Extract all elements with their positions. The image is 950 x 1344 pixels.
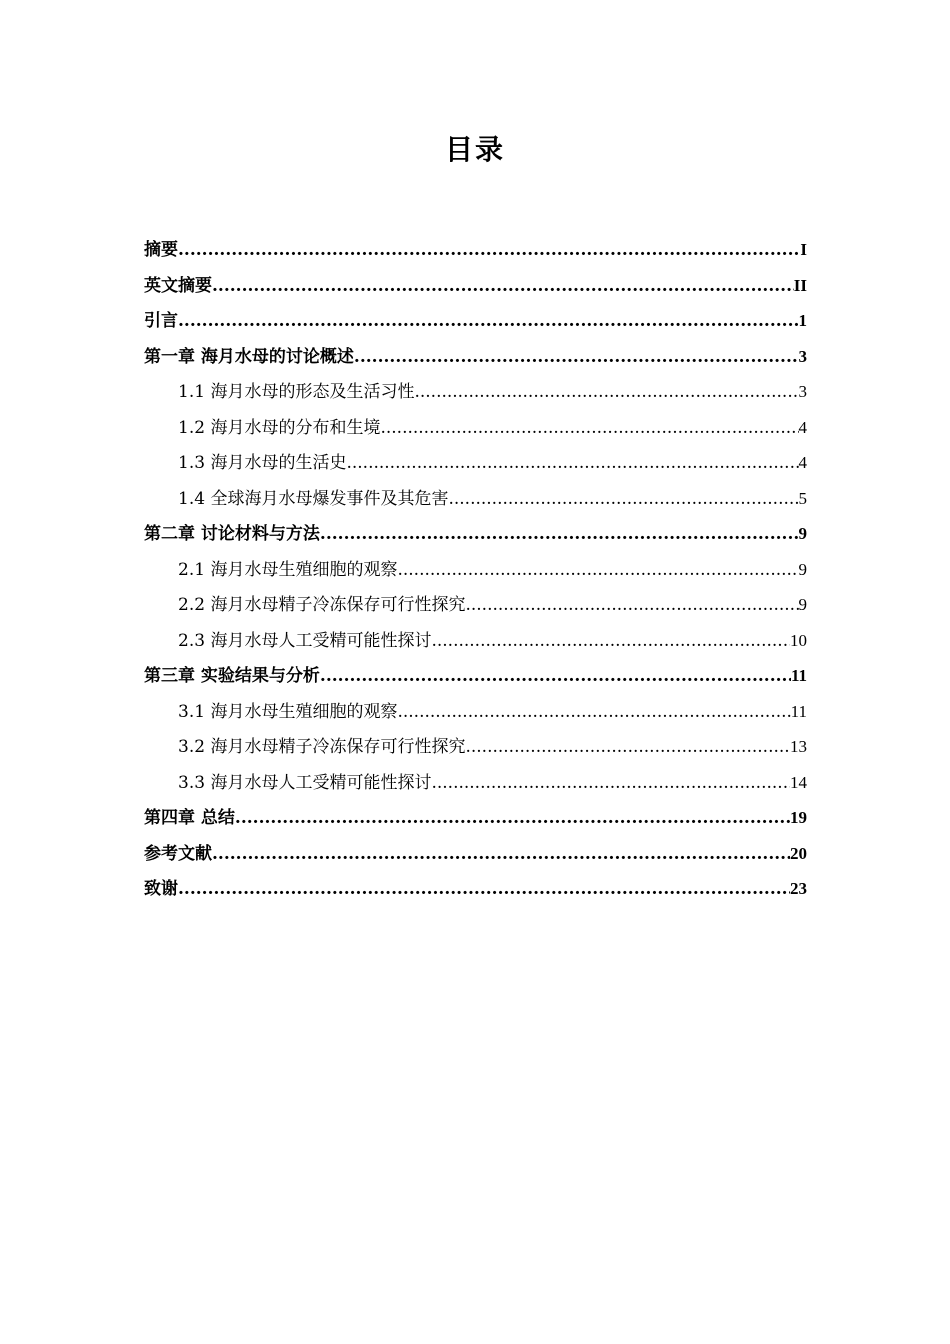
toc-entry-label: 致谢 <box>144 879 178 899</box>
toc-dot-leader <box>465 730 790 766</box>
toc-section-entry[interactable] <box>144 765 807 801</box>
toc-section-entry[interactable] <box>144 481 807 517</box>
table-of-contents <box>144 232 807 907</box>
toc-page-number: 14 <box>790 772 807 792</box>
toc-entry-label: 2.1 海月水母生殖细胞的观察 <box>178 559 398 580</box>
toc-entry-label: 1.4 全球海月水母爆发事件及其危害 <box>178 488 449 509</box>
toc-page-number: 19 <box>790 808 807 827</box>
toc-dot-leader <box>346 446 798 482</box>
toc-dot-leader <box>465 588 798 624</box>
toc-entry-label: 2.2 海月水母精子冷冻保存可行性探究 <box>178 595 466 615</box>
toc-page-number: 11 <box>790 701 807 721</box>
toc-page-number: II <box>793 275 807 295</box>
toc-entry-label: 3.2 海月水母精子冷冻保存可行性探究 <box>178 737 466 757</box>
toc-entry-label: 英文摘要 <box>144 275 212 296</box>
toc-chapter-entry[interactable] <box>144 658 807 694</box>
toc-section-entry[interactable] <box>144 445 807 481</box>
toc-dot-leader <box>431 624 790 660</box>
toc-dot-leader <box>320 659 791 695</box>
toc-dot-leader <box>178 304 799 340</box>
toc-page-number: I <box>800 240 807 259</box>
toc-page-number: 20 <box>790 843 807 863</box>
toc-chapter-entry[interactable] <box>144 232 807 268</box>
page-title: 目录 <box>444 133 505 166</box>
toc-page-number: 13 <box>790 737 807 756</box>
toc-entry-label: 第三章 实验结果与分析 <box>144 666 320 686</box>
toc-entry-label: 2.3 海月水母人工受精可能性探讨 <box>178 630 432 651</box>
toc-section-entry[interactable] <box>144 587 807 623</box>
toc-page-number: 4 <box>798 417 807 437</box>
toc-entry-label: 3.3 海月水母人工受精可能性探讨 <box>178 772 432 793</box>
toc-entry-label: 参考文献 <box>144 843 212 864</box>
toc-section-entry[interactable] <box>144 694 807 730</box>
toc-chapter-entry[interactable] <box>144 800 807 836</box>
toc-chapter-entry[interactable] <box>144 836 807 872</box>
toc-dot-leader <box>397 695 790 731</box>
toc-page-number: 11 <box>790 666 807 685</box>
toc-dot-leader <box>448 482 798 518</box>
toc-dot-leader <box>178 872 790 908</box>
toc-entry-label: 1.3 海月水母的生活史 <box>178 453 347 473</box>
toc-entry-label: 引言 <box>144 311 178 331</box>
toc-dot-leader <box>212 269 794 305</box>
toc-chapter-entry[interactable] <box>144 303 807 339</box>
toc-section-entry[interactable] <box>144 552 807 588</box>
toc-dot-leader <box>397 553 798 589</box>
toc-entry-label: 第一章 海月水母的讨论概述 <box>144 346 354 367</box>
toc-page-number: 9 <box>798 559 807 579</box>
toc-dot-leader <box>380 411 798 447</box>
toc-section-entry[interactable] <box>144 374 807 410</box>
toc-dot-leader <box>414 375 798 411</box>
toc-dot-leader <box>354 340 799 376</box>
toc-page-number: 9 <box>798 524 807 543</box>
toc-section-entry[interactable] <box>144 623 807 659</box>
toc-page-number: 4 <box>798 453 807 472</box>
toc-dot-leader <box>320 517 799 553</box>
toc-entry-label: 3.1 海月水母生殖细胞的观察 <box>178 701 398 722</box>
toc-dot-leader <box>431 766 790 802</box>
toc-page-number: 3 <box>798 382 807 401</box>
toc-section-entry[interactable] <box>144 729 807 765</box>
toc-entry-label: 1.1 海月水母的形态及生活习性 <box>178 382 415 402</box>
toc-dot-leader <box>212 837 790 873</box>
toc-section-entry[interactable] <box>144 410 807 446</box>
toc-dot-leader <box>235 801 790 837</box>
toc-chapter-entry[interactable] <box>144 268 807 304</box>
toc-chapter-entry[interactable] <box>144 871 807 907</box>
toc-page-number: 9 <box>798 595 807 614</box>
toc-dot-leader <box>178 233 800 269</box>
toc-entry-label: 摘要 <box>144 240 178 260</box>
toc-page-number: 3 <box>798 346 807 366</box>
toc-page-number: 5 <box>798 488 807 508</box>
toc-entry-label: 第二章 讨论材料与方法 <box>144 524 320 544</box>
toc-page-number: 10 <box>790 630 807 650</box>
toc-entry-label: 第四章 总结 <box>144 808 235 828</box>
toc-chapter-entry[interactable] <box>144 339 807 375</box>
toc-page-number: 1 <box>798 311 807 330</box>
toc-chapter-entry[interactable] <box>144 516 807 552</box>
toc-entry-label: 1.2 海月水母的分布和生境 <box>178 417 381 438</box>
toc-page-number: 23 <box>790 879 807 898</box>
